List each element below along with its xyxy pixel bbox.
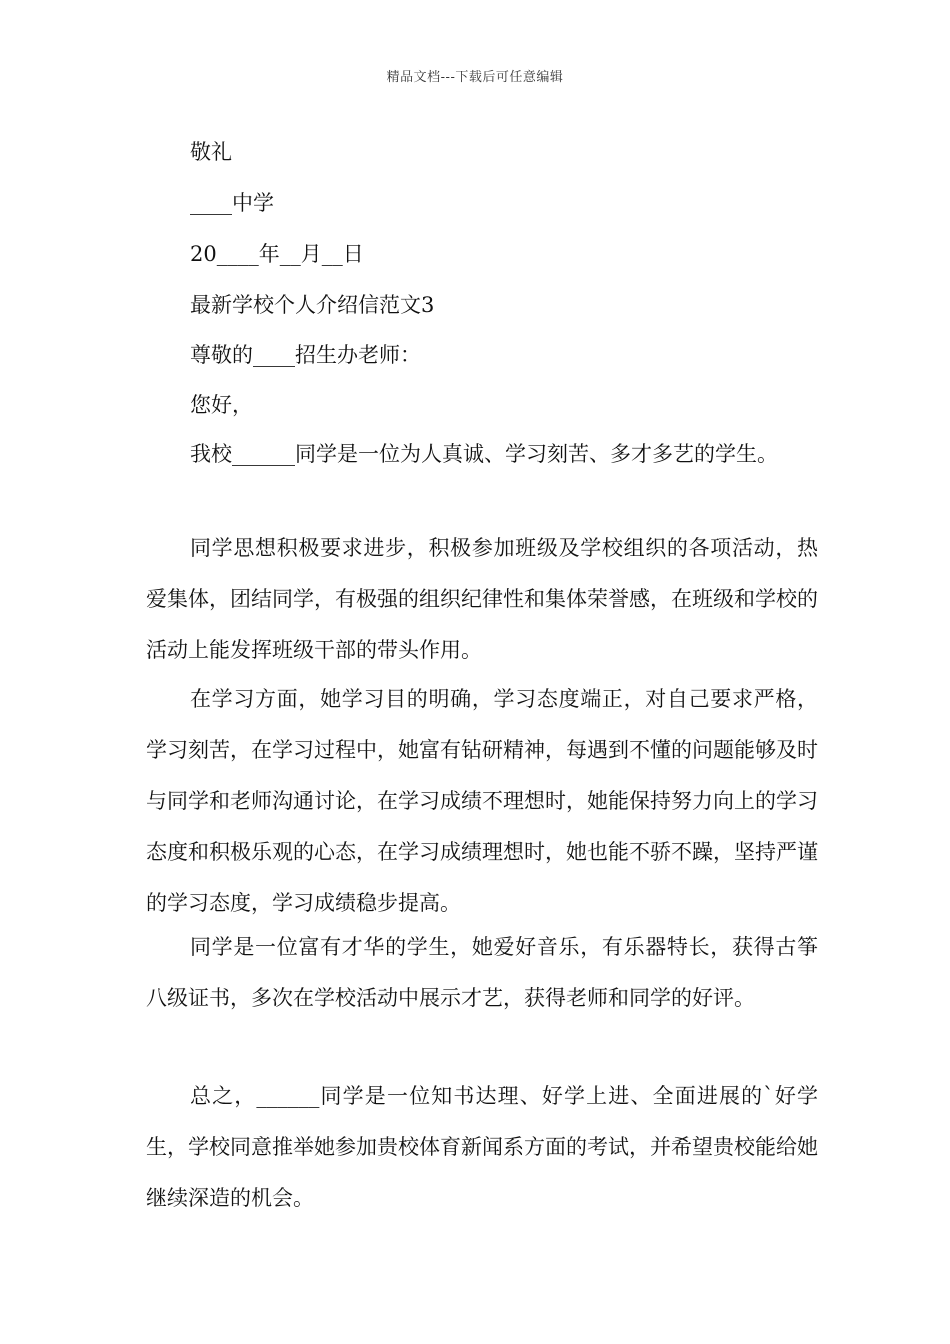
paragraph-conclusion: 总之，______同学是一位知书达理、好学上进、全面进展的`好学生，学校同意推举她参加贵校体育新闻系方面的考试，并希望贵校能给她继续深造的机会。 — [146, 1084, 818, 1210]
letter-title: 最新学校个人介绍信范文3 — [190, 293, 435, 317]
closing-school: ____中学 — [190, 191, 274, 215]
letter-intro: 我校______同学是一位为人真诚、学习刻苦、多才多艺的学生。 — [190, 442, 778, 466]
letter-greeting: 您好， — [190, 393, 253, 417]
paragraph-conduct: 同学思想积极要求进步，积极参加班级及学校组织的各项活动，热爱集体，团结同学，有极强的组织纪律性和集体荣誉感，在班级和学校的活动上能发挥班级干部的带头作用。 — [146, 536, 818, 662]
page-header: 精品文档---下载后可任意编辑 — [386, 70, 564, 85]
closing-date: 20____年__月__日 — [190, 242, 364, 266]
closing-salute: 敬礼 — [190, 140, 232, 164]
paragraph-study: 在学习方面，她学习目的明确，学习态度端正，对自己要求严格，学习刻苦，在学习过程中，她富有钻研精神，每遇到不懂的问题能够及时与同学和老师沟通讨论，在学习成绩不理想时，她能保持努力向上的学习态度和积极乐观的心态，在学习成绩理想时，她也能不骄不躁，坚持严谨的学习态度，学习成绩稳步提高。 — [146, 687, 818, 915]
letter-addressee: 尊敬的____招生办老师： — [190, 343, 421, 367]
paragraph-talent: 同学是一位富有才华的学生，她爱好音乐，有乐器特长，获得古筝八级证书，多次在学校活动中展示才艺，获得老师和同学的好评。 — [146, 935, 818, 1010]
